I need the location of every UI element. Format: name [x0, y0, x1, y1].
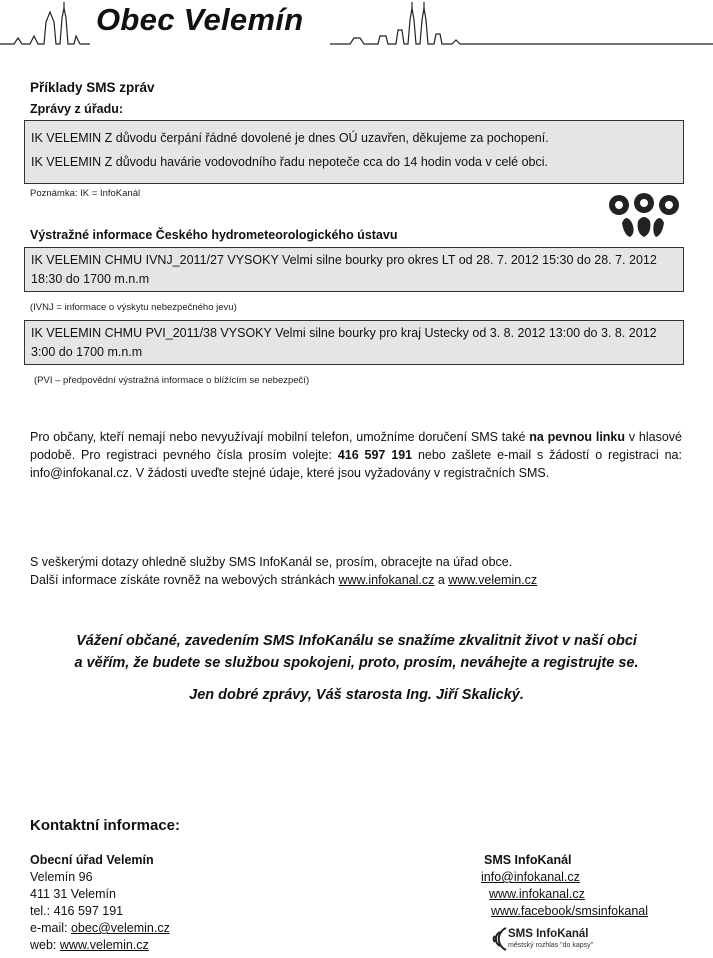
infokanal-logo — [486, 922, 686, 956]
office-web-link[interactable]: www.velemin.cz — [59, 938, 149, 952]
page-title: Obec Velemín — [96, 2, 304, 37]
closing-line-2: a věřím, že budete se službou spokojeni, proto, prosím, neváhejte a registrujte se. — [74, 655, 639, 671]
questions-conj: a — [434, 573, 449, 587]
office-city: 411 31 Velemín — [30, 887, 116, 901]
office-web-row — [30, 937, 170, 954]
closing-line-1: Vážení občané, zavedením SMS InfoKanálu se snažíme zkvalitnit život v naší obci — [76, 633, 637, 649]
office-message-1: IK VELEMIN Z důvodu čerpání řádné dovolené je dnes OÚ uzavřen, děkujeme za pochopení. — [31, 131, 549, 145]
infokanal-name — [484, 852, 572, 869]
office-tel: tel.: 416 597 191 — [30, 904, 124, 918]
infokanal-link[interactable]: www.infokanal.cz — [338, 573, 435, 587]
chmu-note-1: (IVNJ = informace o výskytu nebezpečného jevu) — [30, 302, 237, 313]
contacts-heading: Kontaktní informace: — [30, 817, 181, 834]
chmu-message-box-1 — [24, 247, 684, 292]
office-message-2: IK VELEMIN Z důvodu havárie vodovodního řadu nepoteče cca do 14 hodin voda v celé obci. — [31, 155, 548, 169]
chmu-message-1: IK VELEMIN CHMU IVNJ_2011/27 VYSOKY Velmi silne bourky pro okres LT od 28. 7. 2012 15:30 do 28. 7. 2012 18:30 do 1700 m.n.m — [31, 253, 657, 286]
infokanal-facebook-link[interactable]: www.facebook/smsinfokanal — [491, 904, 649, 918]
questions-line-1: S veškerými dotazy ohledně služby SMS InfoKanál se, prosím, obracejte na úřad obce. — [30, 555, 513, 569]
landline-text-3: nebo zašlete e-mail s žádostí o registraci na: info@infokanal.cz. V žádosti uveďte stejné údaje, které jsou vyžadovány v registračních SMS. — [30, 448, 682, 480]
closing-appeal — [0, 630, 713, 674]
office-heading: Zprávy z úřadu: — [30, 102, 124, 116]
office-note: Poznámka: IK = InfoKanál — [30, 188, 141, 199]
section-title: Příklady SMS zpráv — [30, 80, 155, 95]
office-street: Velemín 96 — [30, 870, 93, 884]
landline-phone: 416 597 191 — [337, 448, 413, 462]
office-email-label: e-mail: — [30, 921, 71, 935]
chmu-logo-icon — [608, 193, 680, 241]
mayor-signoff: Jen dobré zprávy, Váš starosta Ing. Jiří Skalický. — [189, 687, 524, 703]
chmu-heading: Výstražné informace Českého hydrometeorologického ústavu — [30, 228, 398, 242]
landline-text-2: v hlasové podobě. Pro registraci pevného čísla prosím volejte: — [30, 430, 682, 462]
office-web-label: web: — [30, 938, 60, 952]
infokanal-web-row — [489, 886, 585, 903]
landline-bold: na pevnou linku — [529, 430, 626, 444]
infokanal-facebook-row — [491, 903, 648, 920]
questions-line-2-text: Další informace získáte rovněž na webových stránkách — [30, 573, 339, 587]
infokanal-email-link[interactable]: info@infokanal.cz — [481, 870, 580, 884]
questions-line-2 — [30, 571, 682, 589]
chmu-note-2: (PVI – předpovědní výstražná informace o blížícím se nebezpečí) — [34, 375, 310, 386]
office-email-row — [30, 920, 170, 937]
velemin-link[interactable]: www.velemin.cz — [448, 573, 538, 587]
office-email-link[interactable]: obec@velemin.cz — [70, 921, 170, 935]
landline-text-1: Pro občany, kteří nemají nebo nevyužívají mobilní telefon, umožníme doručení SMS také — [30, 430, 530, 444]
office-name: Obecní úřad Velemín — [30, 853, 154, 867]
infokanal-title: SMS InfoKanál — [484, 853, 572, 867]
logo-name: SMS InfoKanál — [508, 928, 589, 940]
landline-paragraph — [30, 428, 682, 482]
chmu-message-2: IK VELEMIN CHMU PVI_2011/38 VYSOKY Velmi silne bourky pro kraj Ustecky od 3. 8. 2012 13:00 do 3. 8. 2012 3:00 do 1700 m.n.m — [31, 326, 657, 359]
logo-tagline: městský rozhlas "do kapsy" — [508, 942, 594, 949]
infokanal-email-row — [481, 869, 580, 886]
chmu-message-box-2 — [24, 320, 684, 365]
office-messages-box — [24, 120, 684, 184]
office-contact — [30, 852, 170, 954]
signal-waves-icon — [486, 924, 508, 954]
infokanal-web-link[interactable]: www.infokanal.cz — [489, 887, 585, 901]
questions-paragraph — [30, 553, 682, 589]
